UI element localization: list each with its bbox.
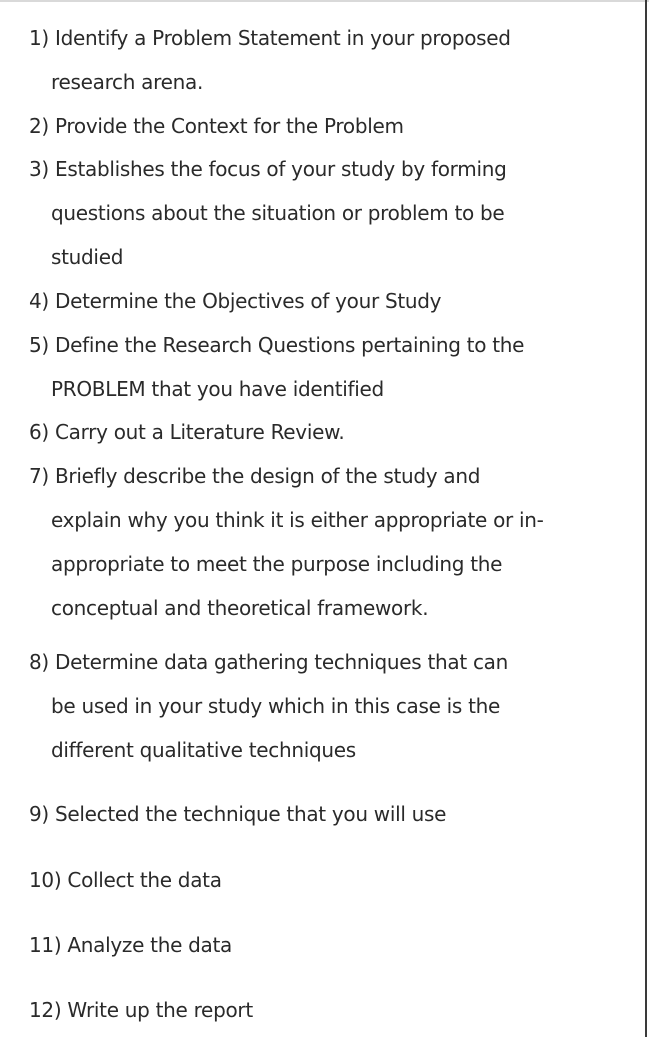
step-1 — [29, 16, 629, 104]
step-8 — [29, 640, 629, 772]
step-line: be used in your study which in this case is the — [51, 694, 501, 718]
step-line: 4) Determine the Objectives of your Study — [29, 289, 442, 313]
step-line: 6) Carry out a Literature Review. — [29, 420, 345, 444]
step-7 — [29, 454, 629, 630]
step-line: 11) Analyze the data — [29, 933, 233, 957]
step-line: questions about the situation or problem to be — [51, 201, 505, 225]
step-11 — [29, 923, 629, 967]
step-line: 7) Briefly describe the design of the study and — [29, 464, 481, 488]
step-line: different qualitative techniques — [51, 738, 356, 762]
page-top-border — [0, 0, 649, 2]
step-9 — [29, 792, 629, 836]
step-line: studied — [51, 245, 124, 269]
step-line: 2) Provide the Context for the Problem — [29, 114, 404, 138]
step-6 — [29, 410, 629, 454]
step-line: 3) Establishes the focus of your study by forming — [29, 157, 507, 181]
step-12 — [29, 988, 629, 1032]
step-line: research arena. — [51, 70, 204, 94]
step-4 — [29, 279, 629, 323]
step-5 — [29, 323, 629, 411]
step-line: 1) Identify a Problem Statement in your proposed — [29, 26, 511, 50]
step-line: 9) Selected the technique that you will use — [29, 802, 447, 826]
step-line: appropriate to meet the purpose including the — [51, 552, 503, 576]
step-line: 5) Define the Research Questions pertaining to the — [29, 333, 525, 357]
step-3 — [29, 147, 629, 279]
step-2 — [29, 104, 629, 148]
step-line: 10) Collect the data — [29, 868, 222, 892]
step-line: explain why you think it is either appropriate or in- — [51, 508, 544, 532]
page-right-border — [645, 0, 647, 1037]
step-line: 8) Determine data gathering techniques that can — [29, 650, 508, 674]
step-line: 12) Write up the report — [29, 998, 253, 1022]
step-line: conceptual and theoretical framework. — [51, 596, 429, 620]
step-line: PROBLEM that you have identified — [51, 377, 384, 401]
step-10 — [29, 858, 629, 902]
